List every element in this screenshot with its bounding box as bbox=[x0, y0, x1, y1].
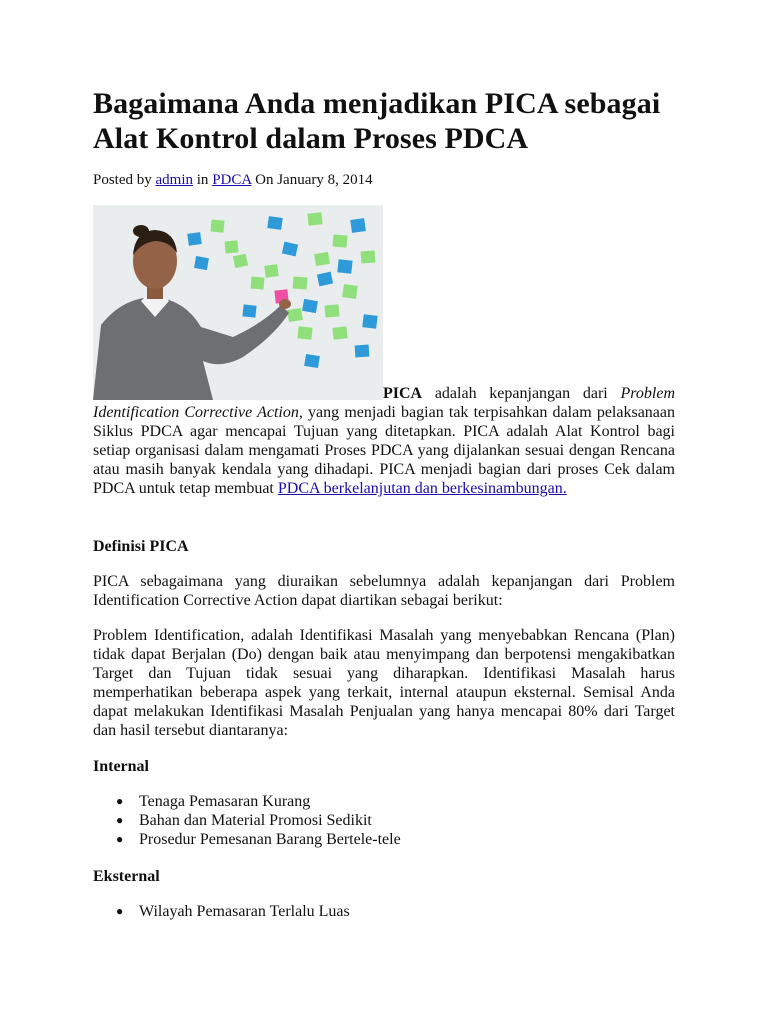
eksternal-list bbox=[93, 902, 350, 921]
bullet-icon: ● bbox=[116, 832, 124, 846]
eksternal-heading: Eksternal bbox=[93, 868, 160, 885]
list-item: ● Prosedur Pemesanan Barang Bertele-tele bbox=[116, 831, 401, 848]
lead-bold-term: PICA bbox=[383, 385, 423, 402]
lead-first-line bbox=[93, 384, 675, 403]
lead-paragraph bbox=[93, 384, 675, 498]
lead-italic-term-start: Problem bbox=[620, 385, 675, 402]
lead-text-1: adalah kepanjangan dari bbox=[422, 385, 621, 402]
post-date: On January 8, 2014 bbox=[255, 172, 373, 188]
bullet-icon: ● bbox=[116, 904, 124, 918]
list-item: ● Bahan dan Material Promosi Sedikit bbox=[116, 812, 372, 829]
sticky-notes-illustration bbox=[93, 205, 383, 400]
lead-text-2: , yang menjadi bagian tak terpisahkan dalam pelaksanaan Siklus PDCA agar mencapai Tujuan yang ditetapkan. PICA adalah Alat Kontrol bagi setiap organisasi dalam mengamati Proses PDCA yang dijalankan sesuai dengan Rencana atau masih banyak kendala yang dihadapi. PICA menjadi bagian dari proses Cek dalam PDCA untuk tetap membuat bbox=[93, 404, 675, 497]
posted-by-label: Posted by bbox=[93, 172, 152, 188]
definisi-paragraph-1: PICA sebagaimana yang diuraikan sebelumnya adalah kepanjangan dari Problem Identification Corrective Action dapat diartikan sebagai berikut: bbox=[93, 573, 675, 609]
definisi-paragraph-2: Problem Identification, adalah Identifikasi Masalah yang menyebabkan Rencana (Plan) tidak dapat Berjalan (Do) dengan baik atau menyimpang dan berpotensi mengakibatkan Target dan Tujuan tidak sesuai yang diharapkan. Identifikasi Masalah harus memperhatikan beberapa aspek yang terkait, internal ataupun eksternal. Semisal Anda dapat melakukan Identifikasi Masalah Penjualan yang hanya mencapai 80% dari Target dan hasil tersebut diantaranya: bbox=[93, 627, 675, 739]
bullet-icon: ● bbox=[116, 794, 124, 808]
list-item: ● Tenaga Pemasaran Kurang bbox=[116, 793, 311, 810]
internal-list bbox=[93, 792, 401, 849]
bullet-icon: ● bbox=[116, 813, 124, 827]
category-link[interactable]: PDCA bbox=[212, 172, 252, 188]
list-item: ● Wilayah Pemasaran Terlalu Luas bbox=[116, 903, 350, 920]
internal-heading: Internal bbox=[93, 758, 149, 775]
article-photo bbox=[93, 205, 383, 400]
pdca-continuity-link[interactable]: PDCA berkelanjutan dan berkesinambungan. bbox=[277, 480, 567, 497]
in-label: in bbox=[196, 172, 209, 188]
article-title: Bagaimana Anda menjadikan PICA sebagai Alat Kontrol dalam Proses PDCA bbox=[93, 87, 661, 155]
author-link[interactable]: admin bbox=[155, 172, 194, 188]
definisi-heading: Definisi PICA bbox=[93, 538, 189, 555]
post-meta bbox=[93, 171, 373, 189]
lead-italic-term: Identification Corrective Action bbox=[93, 404, 299, 421]
